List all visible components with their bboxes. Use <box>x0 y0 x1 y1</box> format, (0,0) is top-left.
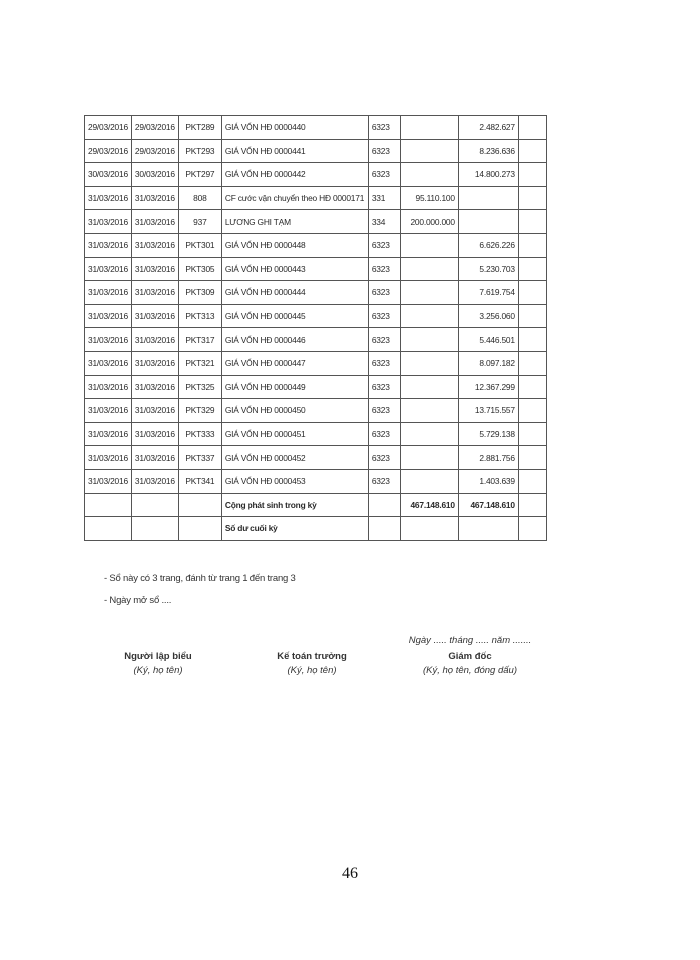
document-no-cell: PKT305 <box>178 257 221 281</box>
blank-cell <box>518 304 546 328</box>
description-cell: GIÁ VỐN HĐ 0000451 <box>221 422 368 446</box>
credit-cell: 8.236.636 <box>458 139 518 163</box>
blank-cell <box>518 163 546 187</box>
posting-date-cell: 31/03/2016 <box>85 328 132 352</box>
document-no-cell: PKT317 <box>178 328 221 352</box>
director-sub: (Ký, họ tên, đóng dấu) <box>422 665 517 676</box>
account-cell: 6323 <box>368 399 400 423</box>
blank-cell <box>518 116 546 140</box>
blank-cell <box>518 186 546 210</box>
page-number: 46 <box>342 865 358 882</box>
table-row <box>85 469 547 493</box>
preparer-title: Người lập biểu <box>124 651 192 662</box>
blank-cell <box>131 517 178 541</box>
blank-cell <box>518 469 546 493</box>
closing-balance-label: Số dư cuối kỳ <box>221 517 368 541</box>
description-cell: GIÁ VỐN HĐ 0000452 <box>221 446 368 470</box>
debit-cell <box>400 281 458 305</box>
blank-cell <box>458 517 518 541</box>
description-cell: GIÁ VỐN HĐ 0000445 <box>221 304 368 328</box>
debit-cell <box>400 116 458 140</box>
credit-cell: 2.881.756 <box>458 446 518 470</box>
accountant-title: Kế toán trưởng <box>277 651 347 662</box>
debit-cell <box>400 422 458 446</box>
posting-date-cell: 31/03/2016 <box>85 281 132 305</box>
blank-cell <box>518 446 546 470</box>
blank-cell <box>178 517 221 541</box>
description-cell: GIÁ VỐN HĐ 0000446 <box>221 328 368 352</box>
posting-date-cell: 31/03/2016 <box>85 375 132 399</box>
posting-date-cell: 31/03/2016 <box>85 469 132 493</box>
document-no-cell: PKT297 <box>178 163 221 187</box>
blank-cell <box>518 422 546 446</box>
account-cell: 6323 <box>368 351 400 375</box>
note-page-count: - Sổ này có 3 trang, đánh từ trang 1 đến trang 3 <box>104 573 296 584</box>
debit-cell: 200.000.000 <box>400 210 458 234</box>
account-cell: 6323 <box>368 469 400 493</box>
account-cell: 6323 <box>368 328 400 352</box>
document-no-cell: PKT309 <box>178 281 221 305</box>
table-row <box>85 446 547 470</box>
director-title: Giám đốc <box>448 651 492 662</box>
credit-cell: 13.715.557 <box>458 399 518 423</box>
document-date-cell: 31/03/2016 <box>131 446 178 470</box>
account-cell: 6323 <box>368 139 400 163</box>
table-row <box>85 163 547 187</box>
document-date-cell: 31/03/2016 <box>131 328 178 352</box>
blank-cell <box>178 493 221 517</box>
description-cell: LƯƠNG GHI TẠM <box>221 210 368 234</box>
document-date-cell: 31/03/2016 <box>131 281 178 305</box>
table-row <box>85 375 547 399</box>
credit-cell: 2.482.627 <box>458 116 518 140</box>
closing-balance-row <box>85 517 547 541</box>
account-cell: 6323 <box>368 163 400 187</box>
table-row <box>85 139 547 163</box>
table-row <box>85 116 547 140</box>
description-cell: GIÁ VỐN HĐ 0000444 <box>221 281 368 305</box>
document-no-cell: PKT289 <box>178 116 221 140</box>
document-no-cell: PKT329 <box>178 399 221 423</box>
blank-cell <box>518 139 546 163</box>
debit-cell: 95.110.100 <box>400 186 458 210</box>
table-row <box>85 257 547 281</box>
account-cell: 6323 <box>368 233 400 257</box>
accountant-sub: (Ký, họ tên) <box>287 665 337 676</box>
account-cell: 6323 <box>368 422 400 446</box>
document-no-cell: 937 <box>178 210 221 234</box>
document-date-cell: 31/03/2016 <box>131 351 178 375</box>
debit-cell <box>400 375 458 399</box>
table-row <box>85 328 547 352</box>
document-date-cell: 31/03/2016 <box>131 304 178 328</box>
document-date-cell: 31/03/2016 <box>131 257 178 281</box>
debit-cell <box>400 328 458 352</box>
blank-cell <box>518 517 546 541</box>
blank-cell <box>400 517 458 541</box>
posting-date-cell: 31/03/2016 <box>85 304 132 328</box>
description-cell: GIÁ VỐN HĐ 0000442 <box>221 163 368 187</box>
table-row <box>85 186 547 210</box>
posting-date-cell: 31/03/2016 <box>85 210 132 234</box>
account-cell: 6323 <box>368 116 400 140</box>
document-date-cell: 29/03/2016 <box>131 116 178 140</box>
blank-cell <box>85 517 132 541</box>
description-cell: GIÁ VỐN HĐ 0000453 <box>221 469 368 493</box>
document-date-cell: 31/03/2016 <box>131 233 178 257</box>
credit-cell: 14.800.273 <box>458 163 518 187</box>
ledger-table <box>84 115 547 541</box>
posting-date-cell: 30/03/2016 <box>85 163 132 187</box>
document-date-cell: 31/03/2016 <box>131 422 178 446</box>
document-no-cell: PKT301 <box>178 233 221 257</box>
description-cell: GIÁ VỐN HĐ 0000449 <box>221 375 368 399</box>
description-cell: GIÁ VỐN HĐ 0000448 <box>221 233 368 257</box>
sign-date-line: Ngày ..... tháng ..... năm ....... <box>408 635 532 646</box>
description-cell: GIÁ VỐN HĐ 0000440 <box>221 116 368 140</box>
credit-cell: 12.367.299 <box>458 375 518 399</box>
document-no-cell: PKT293 <box>178 139 221 163</box>
document-no-cell: PKT325 <box>178 375 221 399</box>
account-cell: 334 <box>368 210 400 234</box>
blank-cell <box>518 281 546 305</box>
table-row <box>85 351 547 375</box>
blank-cell <box>518 493 546 517</box>
table-row <box>85 399 547 423</box>
total-label: Cộng phát sinh trong kỳ <box>221 493 368 517</box>
credit-cell: 3.256.060 <box>458 304 518 328</box>
account-cell: 6323 <box>368 304 400 328</box>
total-debit: 467.148.610 <box>400 493 458 517</box>
posting-date-cell: 31/03/2016 <box>85 186 132 210</box>
table-row <box>85 281 547 305</box>
blank-cell <box>518 375 546 399</box>
account-cell: 331 <box>368 186 400 210</box>
posting-date-cell: 31/03/2016 <box>85 233 132 257</box>
total-credit: 467.148.610 <box>458 493 518 517</box>
debit-cell <box>400 139 458 163</box>
table-row <box>85 233 547 257</box>
posting-date-cell: 29/03/2016 <box>85 139 132 163</box>
posting-date-cell: 31/03/2016 <box>85 399 132 423</box>
posting-date-cell: 31/03/2016 <box>85 446 132 470</box>
account-cell: 6323 <box>368 257 400 281</box>
posting-date-cell: 31/03/2016 <box>85 257 132 281</box>
credit-cell: 5.446.501 <box>458 328 518 352</box>
signature-director <box>395 633 545 678</box>
debit-cell <box>400 351 458 375</box>
document-date-cell: 30/03/2016 <box>131 163 178 187</box>
account-cell: 6323 <box>368 375 400 399</box>
debit-cell <box>400 233 458 257</box>
description-cell: GIÁ VỐN HĐ 0000450 <box>221 399 368 423</box>
document-no-cell: 808 <box>178 186 221 210</box>
signature-preparer <box>96 649 220 678</box>
document-date-cell: 31/03/2016 <box>131 375 178 399</box>
blank-cell <box>518 399 546 423</box>
document-no-cell: PKT333 <box>178 422 221 446</box>
blank-cell <box>85 493 132 517</box>
document-no-cell: PKT337 <box>178 446 221 470</box>
posting-date-cell: 31/03/2016 <box>85 351 132 375</box>
description-cell: CF cước vận chuyển theo HĐ 0000171 <box>221 186 368 210</box>
debit-cell <box>400 469 458 493</box>
credit-cell: 1.403.639 <box>458 469 518 493</box>
credit-cell: 5.729.138 <box>458 422 518 446</box>
document-date-cell: 31/03/2016 <box>131 210 178 234</box>
debit-cell <box>400 257 458 281</box>
table-row <box>85 210 547 234</box>
blank-cell <box>368 493 400 517</box>
credit-cell <box>458 210 518 234</box>
blank-cell <box>131 493 178 517</box>
debit-cell <box>400 399 458 423</box>
credit-cell <box>458 186 518 210</box>
description-cell: GIÁ VỐN HĐ 0000441 <box>221 139 368 163</box>
signature-accountant <box>250 649 374 678</box>
debit-cell <box>400 304 458 328</box>
document-date-cell: 31/03/2016 <box>131 186 178 210</box>
account-cell: 6323 <box>368 446 400 470</box>
note-open-date: - Ngày mở sổ .... <box>104 595 172 606</box>
description-cell: GIÁ VỐN HĐ 0000447 <box>221 351 368 375</box>
credit-cell: 7.619.754 <box>458 281 518 305</box>
blank-cell <box>518 351 546 375</box>
document-date-cell: 31/03/2016 <box>131 399 178 423</box>
ledger-body <box>85 116 547 541</box>
document-no-cell: PKT341 <box>178 469 221 493</box>
preparer-sub: (Ký, họ tên) <box>133 665 183 676</box>
debit-cell <box>400 446 458 470</box>
document-no-cell: PKT321 <box>178 351 221 375</box>
blank-cell <box>518 328 546 352</box>
table-row <box>85 422 547 446</box>
description-cell: GIÁ VỐN HĐ 0000443 <box>221 257 368 281</box>
credit-cell: 5.230.703 <box>458 257 518 281</box>
account-cell: 6323 <box>368 281 400 305</box>
document-date-cell: 29/03/2016 <box>131 139 178 163</box>
table-row <box>85 304 547 328</box>
blank-cell <box>518 233 546 257</box>
posting-date-cell: 29/03/2016 <box>85 116 132 140</box>
blank-cell <box>518 210 546 234</box>
posting-date-cell: 31/03/2016 <box>85 422 132 446</box>
credit-cell: 6.626.226 <box>458 233 518 257</box>
debit-cell <box>400 163 458 187</box>
blank-cell <box>518 257 546 281</box>
credit-cell: 8.097.182 <box>458 351 518 375</box>
document-date-cell: 31/03/2016 <box>131 469 178 493</box>
blank-cell <box>368 517 400 541</box>
notes <box>104 568 296 612</box>
document-no-cell: PKT313 <box>178 304 221 328</box>
total-row <box>85 493 547 517</box>
